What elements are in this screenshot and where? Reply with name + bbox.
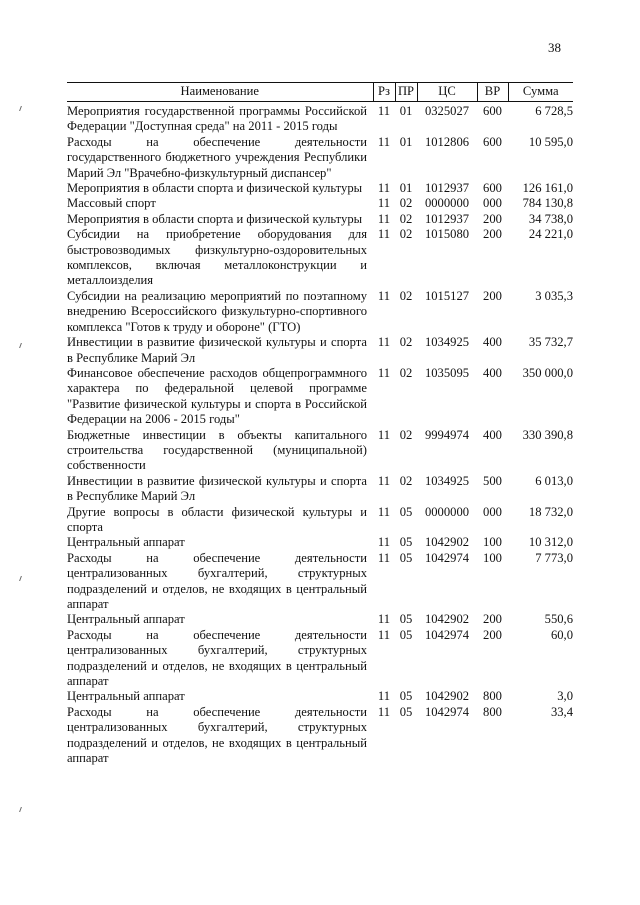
cell-pr: 02: [399, 427, 413, 442]
cell-cs: 1015080: [424, 227, 470, 242]
cell-rz: 11: [377, 535, 391, 550]
cell-cs: 1012937: [424, 211, 470, 226]
header-cs: ЦС: [417, 83, 477, 102]
cell-sum: 33,4: [550, 704, 573, 719]
cell-sum: 550,6: [544, 612, 573, 627]
table-row: [67, 474, 573, 505]
cell-sum: 6 728,5: [535, 104, 573, 118]
cell-pr: 02: [399, 335, 413, 350]
cell-rz: 11: [377, 211, 391, 226]
cell-vr: 200: [483, 211, 502, 226]
cell-pr: 02: [399, 227, 413, 242]
cell-name: Расходы на обеспечение деятельности централизованных бухгалтерий, структурных подразделений и отделов, не входящих в центральный аппарат: [67, 627, 367, 689]
cell-pr: 05: [399, 689, 413, 704]
cell-sum: 18 732,0: [528, 504, 573, 519]
cell-vr: 200: [483, 288, 502, 303]
cell-cs: 0325027: [424, 104, 470, 118]
cell-cs: 1042974: [424, 704, 470, 719]
cell-cs: 1042902: [424, 535, 470, 550]
budget-table: [67, 82, 573, 766]
cell-rz: 11: [377, 627, 391, 642]
table-row: [67, 181, 573, 196]
cell-cs: 0000000: [424, 196, 470, 211]
cell-cs: 1012806: [424, 134, 470, 149]
cell-name: Бюджетные инвестиции в объекты капитального строительства государственной (муниципальной) собственности: [67, 427, 367, 473]
cell-pr: 02: [399, 365, 413, 380]
cell-rz: 11: [377, 365, 391, 380]
cell-vr: 100: [483, 535, 502, 550]
table-row: [67, 428, 573, 474]
cell-rz: 11: [377, 335, 391, 350]
table-row: [67, 212, 573, 227]
cell-rz: 11: [377, 473, 391, 488]
table-row: [67, 196, 573, 211]
table-row: [67, 135, 573, 181]
cell-rz: 11: [377, 134, 391, 149]
cell-sum: 10 312,0: [528, 535, 573, 550]
table-row: [67, 628, 573, 690]
table-row: [67, 551, 573, 613]
cell-sum: 34 738,0: [528, 211, 573, 226]
cell-pr: 05: [399, 704, 413, 719]
cell-name: Мероприятия в области спорта и физической культуры: [67, 181, 363, 196]
cell-rz: 11: [377, 612, 391, 627]
cell-pr: 01: [399, 181, 413, 196]
cell-name: Центральный аппарат: [67, 612, 185, 627]
cell-vr: 200: [483, 612, 502, 627]
cell-cs: 0000000: [424, 504, 470, 519]
cell-vr: 000: [483, 196, 502, 211]
cell-vr: 200: [483, 627, 502, 642]
cell-vr: 600: [483, 104, 502, 118]
cell-pr: 05: [399, 627, 413, 642]
cell-cs: 1012937: [424, 181, 470, 196]
table-row: [67, 705, 573, 767]
cell-pr: 02: [399, 196, 413, 211]
cell-rz: 11: [377, 227, 391, 242]
cell-vr: 400: [483, 427, 502, 442]
cell-pr: 05: [399, 504, 413, 519]
cell-pr: 02: [399, 288, 413, 303]
cell-sum: 6 013,0: [535, 473, 573, 488]
cell-name: Инвестиции в развитие физической культуры и спорта в Республике Марий Эл: [67, 335, 367, 365]
cell-rz: 11: [377, 689, 391, 704]
cell-rz: 11: [377, 181, 391, 196]
cell-name: Расходы на обеспечение деятельности государственного бюджетного учреждения Республики Марий Эл "Врачебно-физкультурный диспансер": [67, 134, 367, 180]
margin-mark: [19, 343, 24, 348]
cell-name: Субсидии на реализацию мероприятий по поэтапному внедрению Всероссийского физкультурно-спортивного комплекса "Готов к труду и обороне" (ГТО): [67, 288, 367, 334]
cell-sum: 24 221,0: [528, 227, 573, 242]
cell-cs: 1035095: [424, 365, 470, 380]
cell-name: Расходы на обеспечение деятельности централизованных бухгалтерий, структурных подразделений и отделов, не входящих в центральный аппарат: [67, 550, 367, 611]
header-name: Наименование: [67, 83, 373, 102]
table-row: [67, 227, 573, 289]
header-rz: Рз: [373, 83, 395, 102]
table-header-row: [67, 83, 573, 102]
cell-pr: 01: [399, 104, 413, 118]
cell-vr: 800: [483, 689, 502, 704]
table-row: [67, 102, 573, 135]
cell-cs: 1042974: [424, 627, 470, 642]
cell-name: Центральный аппарат: [67, 689, 185, 704]
cell-sum: 35 732,7: [528, 335, 573, 350]
margin-mark: [19, 807, 24, 812]
header-sum: Сумма: [508, 83, 573, 102]
cell-rz: 11: [377, 196, 391, 211]
cell-pr: 02: [399, 211, 413, 226]
cell-name: Расходы на обеспечение деятельности централизованных бухгалтерий, структурных подразделений и отделов, не входящих в центральный аппарат: [67, 704, 367, 766]
cell-name: Центральный аппарат: [67, 535, 185, 550]
cell-vr: 000: [483, 504, 502, 519]
cell-rz: 11: [377, 288, 391, 303]
cell-rz: 11: [377, 104, 391, 118]
cell-vr: 600: [483, 134, 502, 149]
table-row: [67, 612, 573, 627]
cell-name: Инвестиции в развитие физической культуры и спорта в Республике Марий Эл: [67, 473, 367, 504]
header-vr: ВР: [477, 83, 508, 102]
cell-sum: 60,0: [550, 627, 573, 642]
cell-cs: 1042902: [424, 689, 470, 704]
cell-cs: 1015127: [424, 288, 470, 303]
cell-vr: 600: [483, 181, 502, 196]
cell-sum: 126 161,0: [522, 181, 573, 196]
cell-sum: 350 000,0: [522, 365, 573, 380]
cell-sum: 10 595,0: [528, 134, 573, 149]
cell-rz: 11: [377, 504, 391, 519]
cell-rz: 11: [377, 550, 391, 565]
cell-sum: 330 390,8: [522, 427, 573, 442]
cell-pr: 05: [399, 612, 413, 627]
cell-cs: 1034925: [424, 335, 470, 350]
cell-name: Мероприятия в области спорта и физической культуры: [67, 211, 363, 226]
cell-cs: 1042974: [424, 550, 470, 565]
table-row: [67, 689, 573, 704]
cell-sum: 7 773,0: [535, 550, 573, 565]
table-row: [67, 366, 573, 428]
margin-mark: [19, 576, 24, 581]
page-number: 38: [548, 40, 561, 55]
cell-name: Субсидии на приобретение оборудования для быстровозводимых физкультурно-оздоровительных комплексов, включая металлоконструкции и металлоизделия: [67, 227, 367, 288]
cell-cs: 1034925: [424, 473, 470, 488]
cell-vr: 200: [483, 227, 502, 242]
cell-rz: 11: [377, 704, 391, 719]
cell-pr: 02: [399, 473, 413, 488]
cell-vr: 100: [483, 550, 502, 565]
cell-vr: 400: [483, 335, 502, 350]
cell-name: Массовый спорт: [67, 196, 156, 211]
cell-pr: 05: [399, 535, 413, 550]
cell-vr: 800: [483, 704, 502, 719]
cell-vr: 500: [483, 473, 502, 488]
cell-cs: 1042902: [424, 612, 470, 627]
cell-pr: 05: [399, 550, 413, 565]
table-row: [67, 335, 573, 366]
cell-cs: 9994974: [424, 427, 470, 442]
margin-mark: [19, 106, 24, 111]
cell-sum: 3 035,3: [535, 288, 573, 303]
cell-name: Финансовое обеспечение расходов общепрограммного характера по федеральной целевой программе "Развитие физической культуры и спорта в Российской Федерации на 2006 - 2015 годы": [67, 365, 367, 427]
table-row: [67, 289, 573, 335]
cell-sum: 784 130,8: [522, 196, 573, 211]
cell-name: Другие вопросы в области физической культуры и спорта: [67, 504, 367, 534]
header-pr: ПР: [395, 83, 417, 102]
cell-name: Мероприятия государственной программы Российской Федерации "Доступная среда" на 2011 - 2015 годы: [67, 104, 367, 134]
table-row: [67, 505, 573, 536]
cell-sum: 3,0: [557, 689, 573, 704]
cell-vr: 400: [483, 365, 502, 380]
cell-rz: 11: [377, 427, 391, 442]
table-row: [67, 535, 573, 550]
cell-pr: 01: [399, 134, 413, 149]
